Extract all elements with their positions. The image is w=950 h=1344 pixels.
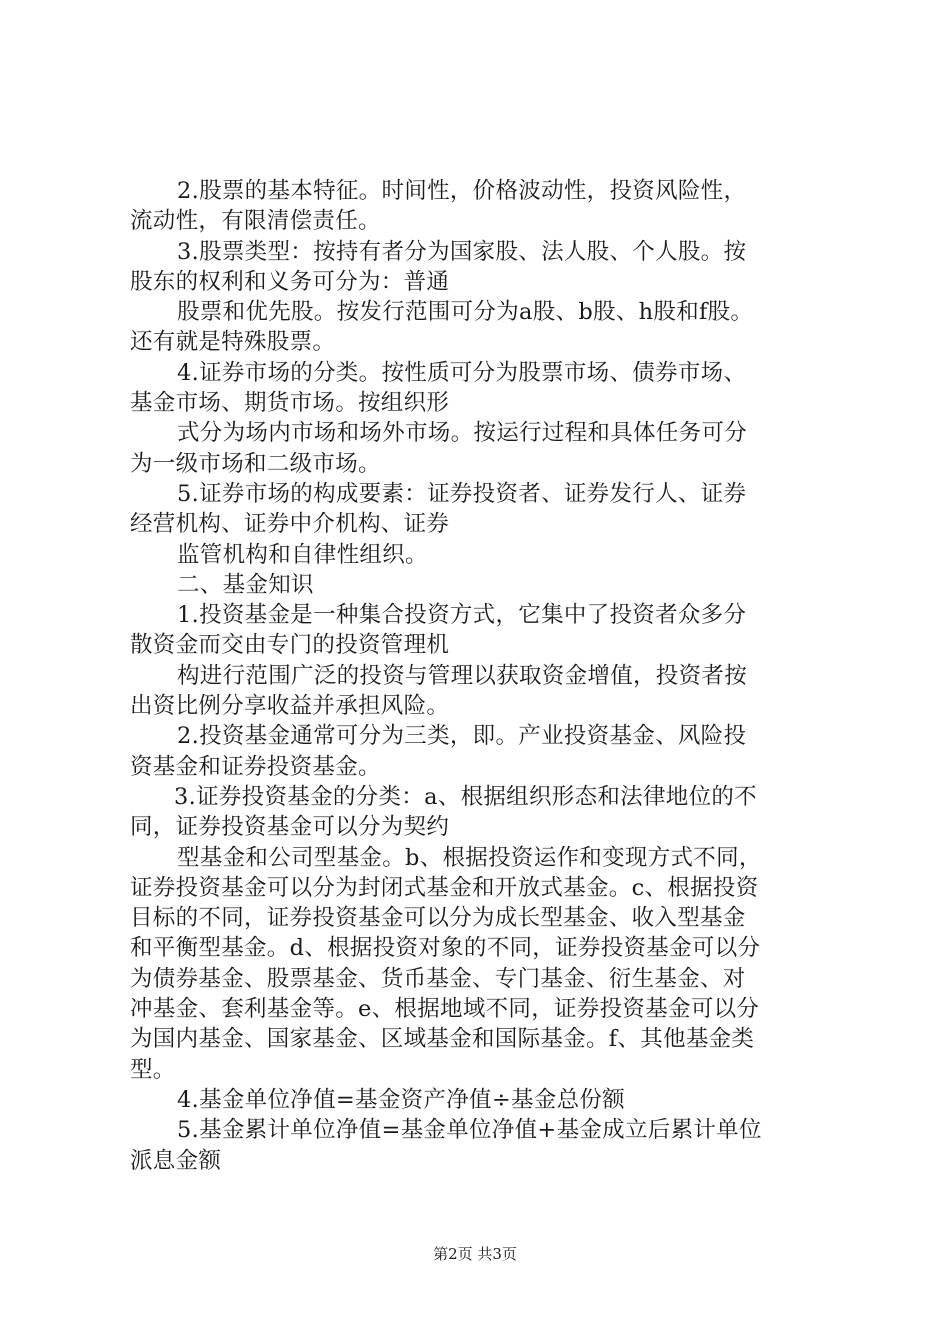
text-line: 5.证券市场的构成要素：证券投资者、证券发行人、证券 <box>177 480 747 507</box>
text-line: 股票和优先股。按发行范围可分为a股、b股、h股和f股。 <box>177 299 754 326</box>
text-line: 5.基金累计单位净值=基金单位净值+基金成立后累计单位 <box>177 1117 762 1144</box>
text-line: 散资金而交由专门的投资管理机 <box>130 632 450 659</box>
text-line: 为国内基金、国家基金、区域基金和国际基金。f、其他基金类 <box>130 1026 755 1053</box>
text-line: 式分为场内市场和场外市场。按运行过程和具体任务可分 <box>177 420 748 447</box>
text-line: 型。 <box>130 1056 176 1083</box>
text-line: 构进行范围广泛的投资与管理以获取资金增值，投资者按 <box>177 662 748 689</box>
text-line: 出资比例分享收益并承担风险。 <box>130 693 450 720</box>
text-line: 为一级市场和二级市场。 <box>130 450 381 477</box>
text-line: 和平衡型基金。d、根据投资对象的不同，证券投资基金可以分 <box>130 935 761 962</box>
text-line: 基金市场、期货市场。按组织形 <box>130 390 450 417</box>
text-line: 2.股票的基本特征。时间性，价格波动性，投资风险性， <box>177 178 747 204</box>
text-line: 4.证券市场的分类。按性质可分为股票市场、债券市场、 <box>177 359 747 386</box>
text-line: 目标的不同，证券投资基金可以分为成长型基金、收入型基金 <box>130 905 746 932</box>
document-body <box>130 176 835 1176</box>
text-line: 3.证券投资基金的分类：a、根据组织形态和法律地位的不 <box>174 783 757 810</box>
text-line: 资基金和证券投资基金。 <box>130 753 381 780</box>
text-line: 2.投资基金通常可分为三类，即。产业投资基金、风险投 <box>177 723 747 750</box>
text-line: 流动性，有限清偿责任。 <box>130 208 381 235</box>
text-line: 4.基金单位净值=基金资产净值÷基金总份额 <box>177 1086 625 1113</box>
text-line: 派息金额 <box>130 1147 222 1174</box>
text-line: 还有就是特殊股票。 <box>130 329 336 356</box>
text-line: 证券投资基金可以分为封闭式基金和开放式基金。c、根据投资 <box>130 874 759 901</box>
text-line: 型基金和公司型基金。b、根据投资运作和变现方式不同， <box>177 844 762 871</box>
text-line: 冲基金、套利基金等。e、根据地域不同，证券投资基金可以分 <box>130 996 760 1023</box>
text-line: 为债券基金、股票基金、货币基金、专门基金、衍生基金、对 <box>130 965 746 992</box>
text-line: 二、基金知识 <box>177 571 314 598</box>
text-line: 同，证券投资基金可以分为契约 <box>130 814 450 841</box>
text-line: 经营机构、证券中介机构、证券 <box>130 511 450 538</box>
text-line: 监管机构和自律性组织。 <box>177 541 428 568</box>
text-line: 3.股票类型：按持有者分为国家股、法人股、个人股。按 <box>177 238 747 265</box>
text-line: 1.投资基金是一种集合投资方式，它集中了投资者众多分 <box>177 602 747 629</box>
text-line: 股东的权利和义务可分为：普通 <box>130 268 450 295</box>
page-footer: 第2页 共3页 <box>433 1245 517 1263</box>
